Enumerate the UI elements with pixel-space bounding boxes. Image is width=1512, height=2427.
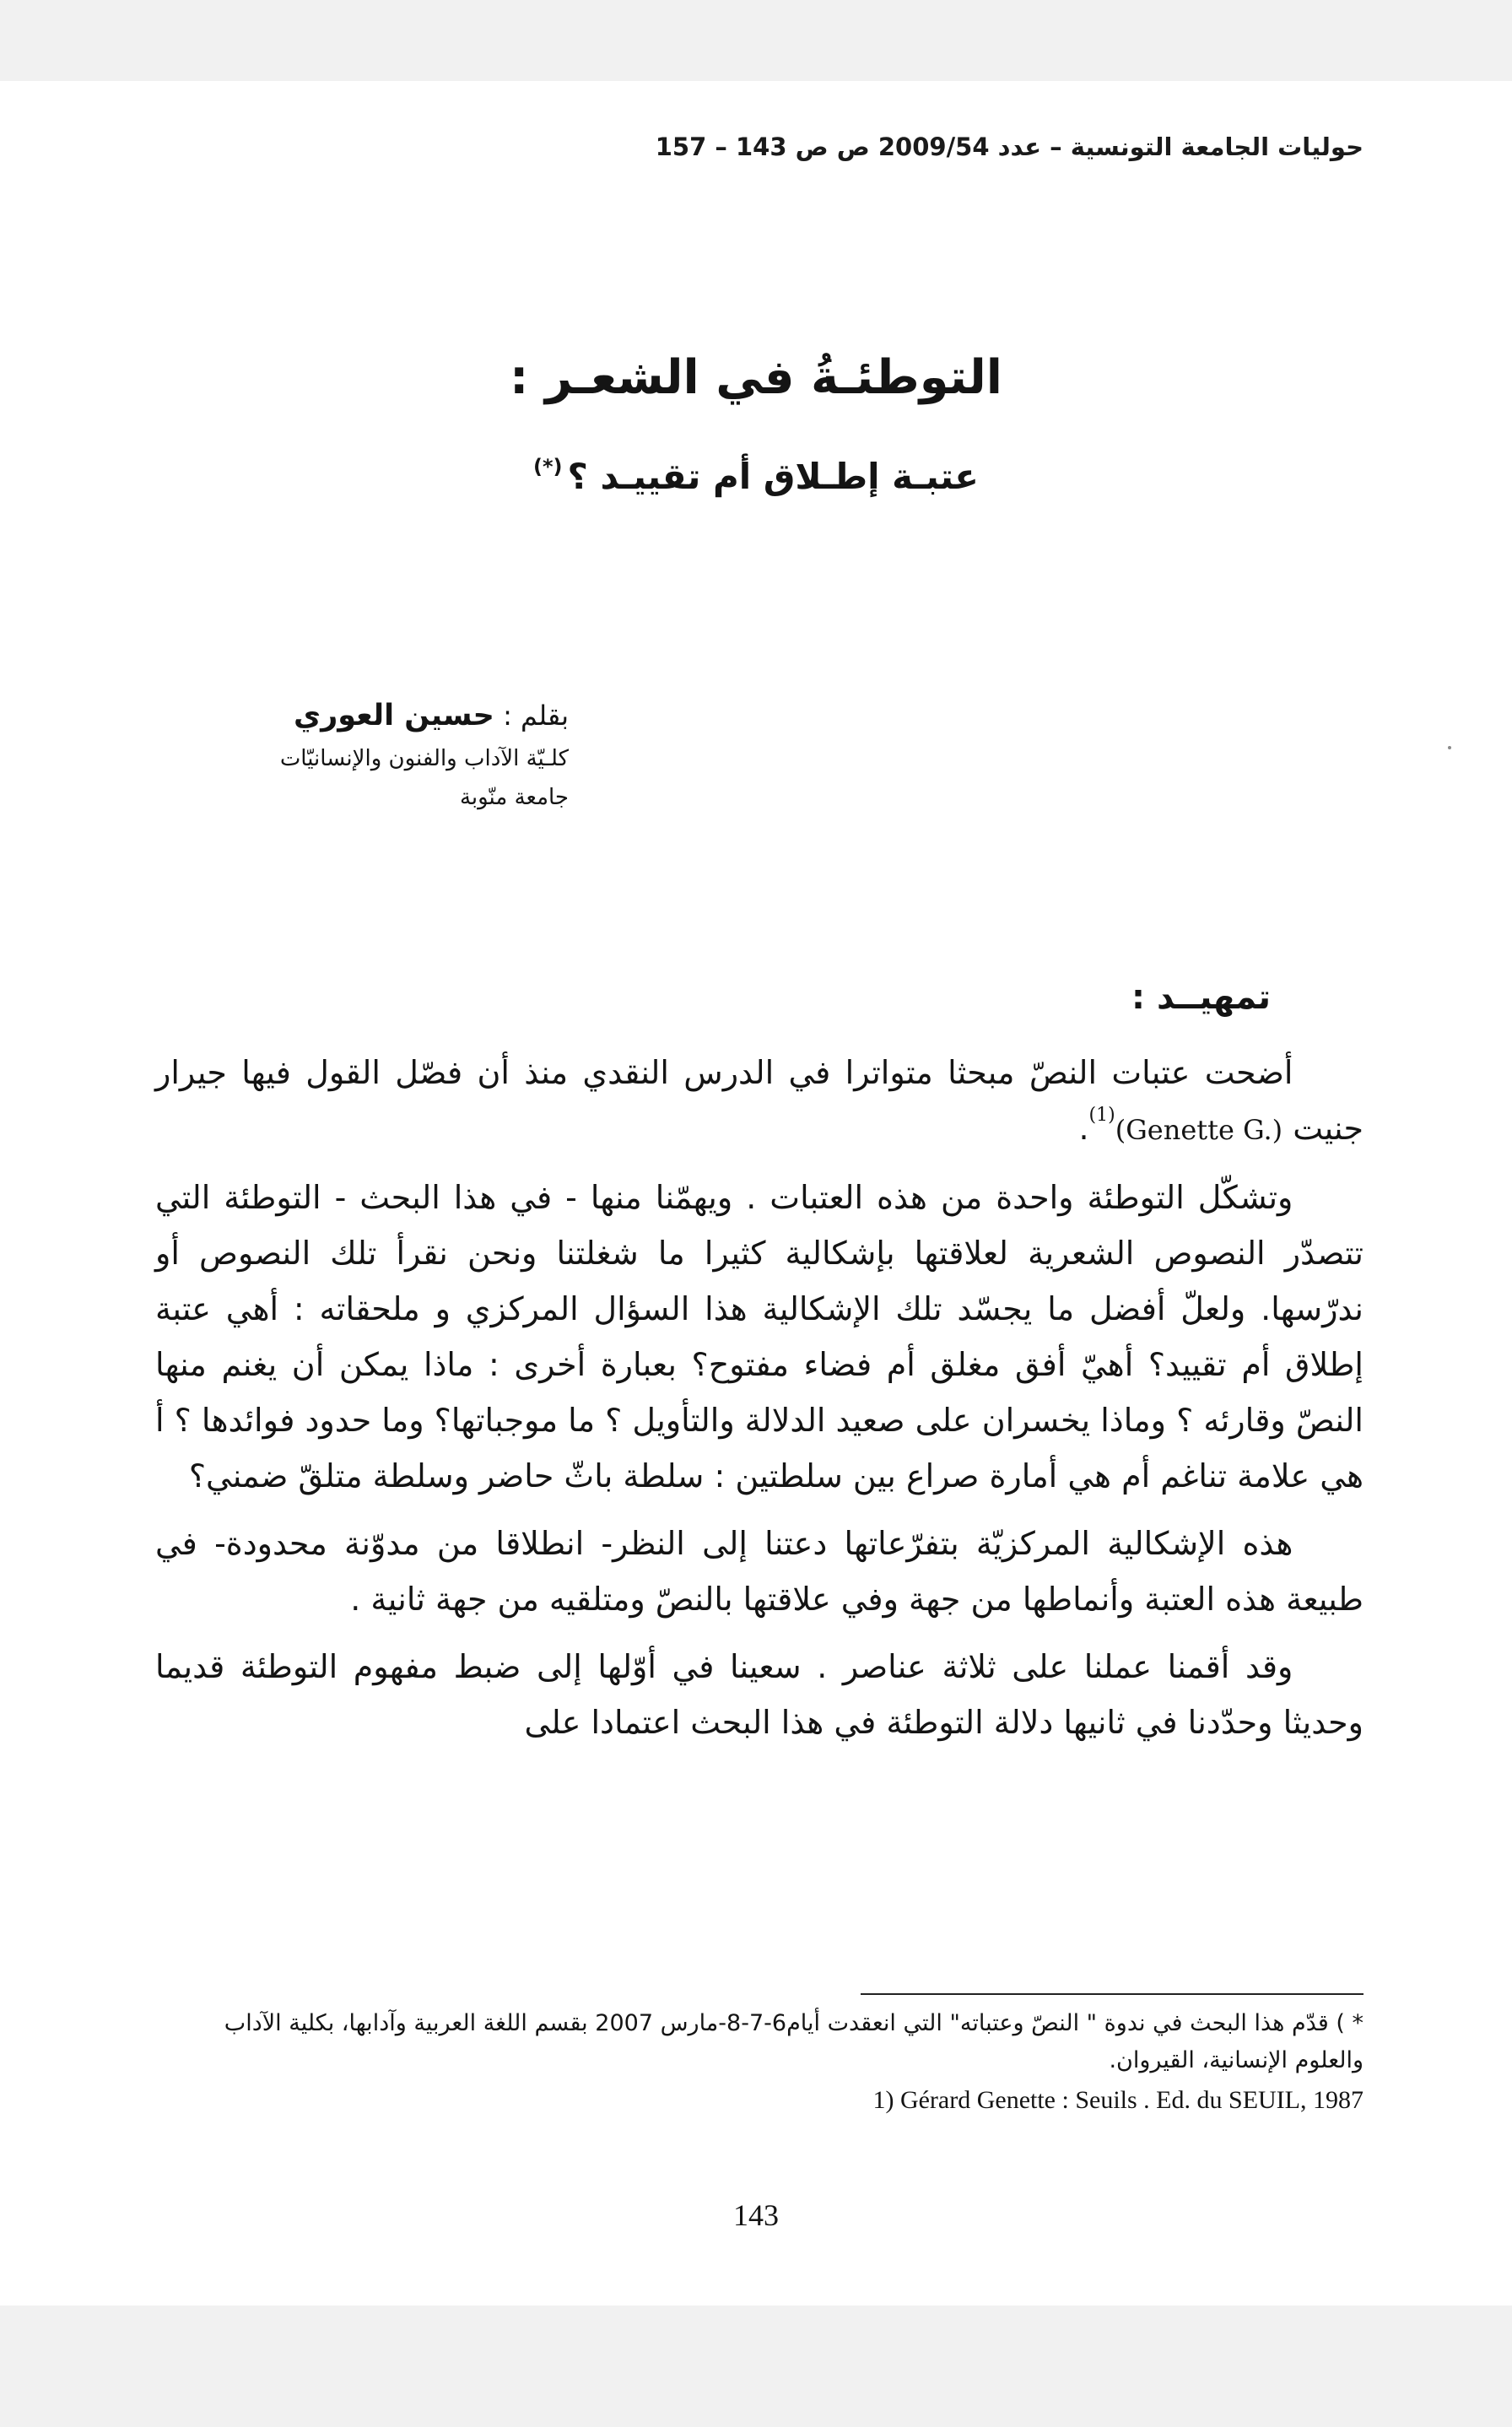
paragraph-1: أضحت عتبات النصّ مبحثا متواترا في الدرس النقدي منذ أن فصّل القول فيها جيرار جنيت (Genette G.)$^{(1)}$.	[155, 1054, 1364, 1147]
author-university: جامعة منّوبة	[459, 785, 569, 810]
byline	[181, 692, 569, 739]
author-faculty: كلـيّة الآداب والفنون والإنسانيّات	[279, 746, 569, 771]
body-text	[155, 1045, 1364, 1762]
author-name: حسين العوري	[294, 699, 494, 732]
paragraph-3: هذه الإشكالية المركزيّة بتفرّعاتها دعتنا إلى النظر- انطلاقا من مدوّنة محدودة- في طبيعة هذه العتبة وأنماطها من جهة وفي علاقتها بالنصّ ومتلقيه من جهة ثانية .	[155, 1525, 1364, 1618]
paragraph-4: وقد أقمنا عملنا على ثلاثة عناصر . سعينا في أوّلها إلى ضبط مفهوم التوطئة قديما وحديثا وحدّدنا في ثانيها دلالة التوطئة في هذا البحث اعتمادا على	[155, 1648, 1364, 1741]
article-subtitle	[0, 437, 1512, 506]
footnote-1: 1) Gérard Genette : Seuils . Ed. du SEUIL, 1987	[872, 2086, 1364, 2114]
page-number: 143	[733, 2198, 779, 2232]
subtitle-text: عتبـة إطـلاق أم تقييـد ؟	[567, 456, 979, 497]
scan-speck	[1448, 746, 1451, 749]
paragraph-1-latin: (Genette G.)	[1115, 1114, 1283, 1146]
byline-prefix: بقلم :	[503, 700, 569, 732]
footnote-star: * ) قدّم هذا البحث في ندوة " النصّ وعتباته" التي انعقدت أيام6-7-8-مارس 2007 بقسم اللغة العربية وآدابها، بكلية الآداب والعلوم الإنسانية، القيروان.	[224, 2010, 1364, 2073]
author-block	[181, 692, 569, 817]
footnotes	[155, 2005, 1364, 2122]
article-title: التوطئـةُ في الشعـر :	[510, 350, 1002, 405]
subtitle-footnote-ref: (*)	[533, 455, 563, 478]
paragraph-1-text: أضحت عتبات النصّ مبحثا متواترا في الدرس النقدي منذ أن فصّل القول فيها جيرار جنيت	[155, 1054, 1364, 1147]
footnote-ref-1: (1)	[1088, 1105, 1115, 1126]
section-heading: تمهيــد :	[1131, 978, 1271, 1017]
journal-header: حوليات الجامعة التونسية – عدد 2009/54 ص ص 143 – 157	[655, 132, 1364, 161]
paragraph-2: وتشكّل التوطئة واحدة من هذه العتبات . ويهمّنا منها - في هذا البحث - التوطئة التي تتصدّر النصوص الشعرية لعلاقتها بإشكالية كثيرا ما شغلتنا ونحن نقرأ تلك النصوص أو ندرّسها. ولعلّ أفضل ما يجسّد تلك الإشكالية هذا السؤال المركزي و ملحقاته : أهي عتبة إطلاق أم تقييد؟ أهيّ أفق مغلق أم فضاء مفتوح؟ بعبارة أخرى : ماذا يمكن أن يغنم منها النصّ وقارئه ؟ وماذا يخسران على صعيد الدلالة والتأويل ؟ ما موجباتها؟ وما حدود فوائدها ؟ أ هي علامة تناغم أم هي أمارة صراع بين سلطتين : سلطة باثّ حاضر وسلطة متلقّ ضمني؟	[155, 1179, 1364, 1495]
footnote-divider	[861, 1993, 1364, 1995]
